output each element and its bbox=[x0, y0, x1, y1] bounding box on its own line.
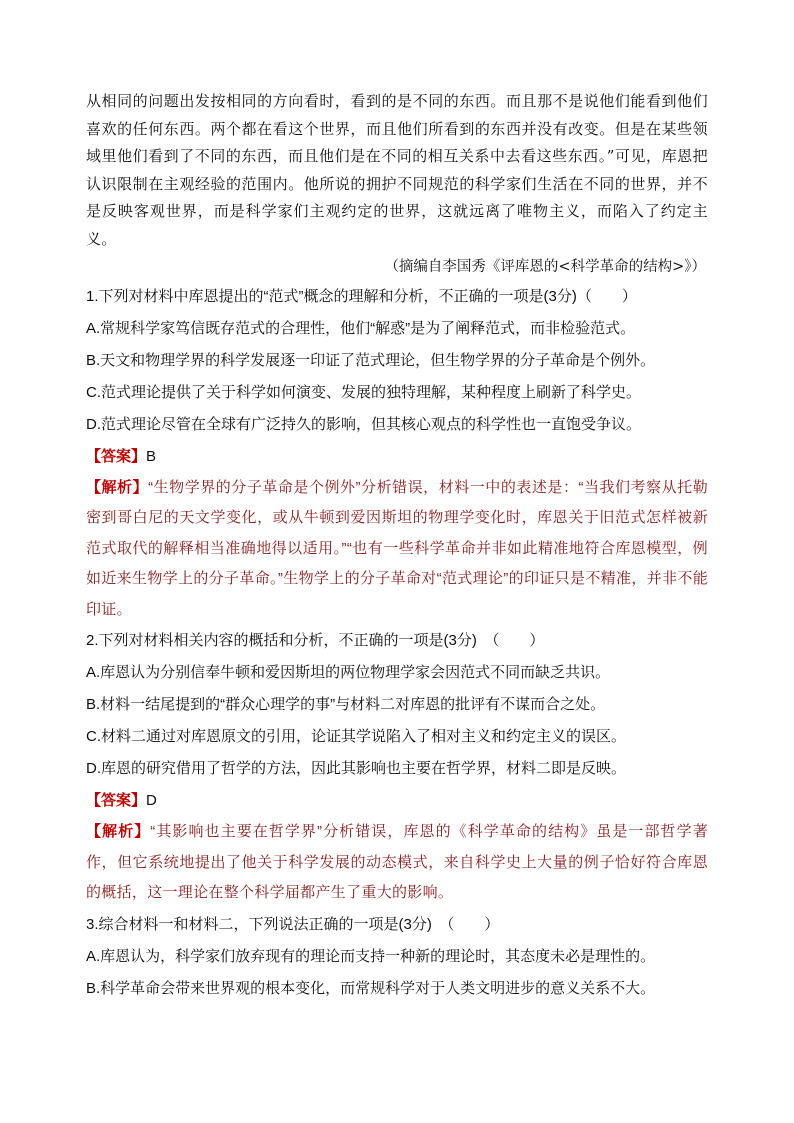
answer-line bbox=[86, 441, 708, 473]
option-a: A.库恩认为分别信奉牛顿和爱因斯坦的两位物理学家会因范式不同而缺乏共识。 bbox=[86, 664, 611, 682]
answer-line bbox=[86, 785, 708, 817]
document-page bbox=[86, 88, 708, 1005]
analysis-tag: 【解析】 bbox=[86, 823, 151, 841]
answer-value: D bbox=[146, 792, 157, 810]
option-b: B.天文和物理学界的科学发展逐一印证了范式理论，但生物学界的分子革命是个例外。 bbox=[86, 351, 656, 369]
option-c: C.范式理论提供了关于科学如何演变、发展的独特理解，某种程度上刷新了科学史。 bbox=[86, 383, 642, 401]
question-stem: 2.下列对材料相关内容的概括和分析，不正确的一项是(3分) （ ） bbox=[86, 632, 545, 650]
answer-value: B bbox=[146, 447, 157, 465]
analysis-block bbox=[86, 817, 708, 909]
question-stem: 1.下列对材料中库恩提出的“范式”概念的理解和分析，不正确的一项是(3分)（ ） bbox=[86, 287, 637, 305]
option-a: A.库恩认为，科学家们放弃现有的理论而支持一种新的理论时，其态度未必是理性的。 bbox=[86, 947, 656, 965]
answer-tag: 【答案】 bbox=[86, 792, 147, 810]
option-a: A.常规科学家笃信既存范式的合理性，他们“解惑”是为了阐释范式，而非检验范式。 bbox=[86, 319, 636, 337]
option-d: D.范式理论尽管在全球有广泛持久的影响，但其核心观点的科学性也一直饱受争议。 bbox=[86, 415, 642, 433]
option-d: D.库恩的研究借用了哲学的方法，因此其影响也主要在哲学界，材料二即是反映。 bbox=[86, 760, 627, 778]
analysis-block bbox=[86, 473, 708, 626]
passage-source: （摘编自李国秀《评库恩的<科学革命的结构>》） bbox=[384, 258, 706, 275]
question-3 bbox=[86, 909, 708, 1005]
analysis-tag: 【解析】 bbox=[86, 478, 149, 496]
question-2 bbox=[86, 625, 708, 909]
option-c: C.材料二通过对库恩原文的引用，论证其学说陷入了相对主义和约定主义的误区。 bbox=[86, 728, 627, 746]
option-b: B.材料一结尾提到的“群众心理学的事”与材料二对库恩的批评有不谋而合之处。 bbox=[86, 696, 606, 714]
question-1 bbox=[86, 281, 708, 626]
analysis-text: “其影响也主要在哲学界”分析错误，库恩的《科学革命的结构》虽是一部哲学著作，但它系统地提出了他关于科学发展的动态模式，来自科学史上大量的例子恰好符合库恩的概括，这一理论在整个科学届都产生了重大的影响。 bbox=[86, 823, 708, 902]
question-stem: 3.综合材料一和材料二，下列说法正确的一项是(3分) （ ） bbox=[86, 915, 500, 933]
passage-text: 从相同的问题出发按相同的方向看时，看到的是不同的东西。而且那不是说他们能看到他们喜欢的任何东西。两个都在看这个世界，而且他们所看到的东西并没有改变。但是在某些领域里他们看到了不同的东西，而且他们是在不同的相互关系中去看这些东西。”可见，库恩把认识限制在主观经验的范围内。他所说的拥护不同规范的科学家们生活在不同的世界，并不是反映客观世界，而是科学家们主观约定的世界，这就远离了唯物主义，而陷入了约定主义。 bbox=[86, 92, 708, 248]
option-b: B.科学革命会带来世界观的根本变化，而常规科学对于人类文明进步的意义关系不大。 bbox=[86, 979, 656, 997]
answer-tag: 【答案】 bbox=[86, 447, 147, 465]
analysis-text: “生物学界的分子革命是个例外”分析错误，材料一中的表述是：“当我们考察从托勒密到哥白尼的天文学变化，或从牛顿到爱因斯坦的物理学变化时，库恩关于旧范式怎样被新范式取代的解释相当准确地得以适用。”“也有一些科学革命并非如此精准地符合库恩模型，例如近来生物学上的分子革命。”生物学上的分子革命对“范式理论”的印证只是不精准，并非不能印证。 bbox=[86, 478, 709, 618]
